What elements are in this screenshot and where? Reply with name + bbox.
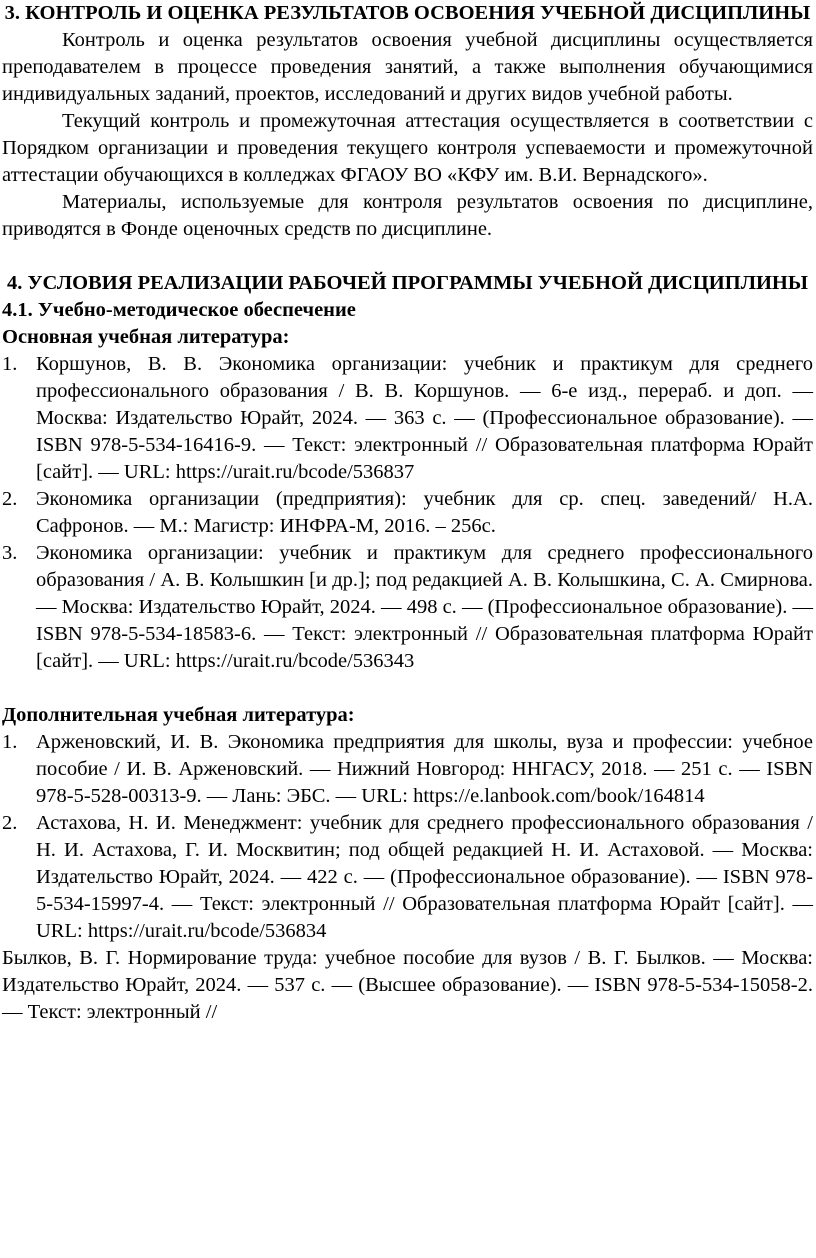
list-item-number: 1. <box>2 353 18 375</box>
list-item-number: 1. <box>2 731 18 753</box>
section-3-heading: 3. КОНТРОЛЬ И ОЦЕНКА РЕЗУЛЬТАТОВ ОСВОЕНИЯ УЧЕБНОЙ ДИСЦИПЛИНЫ <box>4 2 811 24</box>
list-item-number: 3. <box>2 542 18 564</box>
list-item <box>2 729 813 810</box>
list-item-number: 2. <box>2 488 18 510</box>
list-item-text: Астахова, Н. И. Менеджмент: учебник для среднего профессионального образования / Н. И. Астахова, Г. И. Москвитин; под общей редакцией Н. И. Астаховой. — Москва: Издательство Юрайт, 2024. — 422 с. — (Профессиональное образование). — ISBN 978-5-534-15997-4. — Текст: электронный // Образовательная платформа Юрайт [сайт]. — URL: <box>36 812 813 942</box>
extra-literature-title: Дополнительная учебная литература: <box>2 704 355 726</box>
list-item-text: Экономика организации (предприятия): учебник для ср. спец. заведений/ Н.А. Сафронов. — М.: Магистр: ИНФРА-М, 2016. – 256с. <box>36 488 813 537</box>
section-3-paragraph: Контроль и оценка результатов освоения учебной дисциплины осуществляется преподавателем в процессе проведения занятий, а также выполнения обучающимися индивидуальных заданий, проектов, исследований и других видов учебной работы. <box>2 29 813 105</box>
section-3-paragraph: Текущий контроль и промежуточная аттестация осуществляется в соответствии с Порядком организации и проведения текущего контроля успеваемости и промежуточной аттестации обучающихся в колледжах ФГАОУ ВО «КФУ им. В.И. Вернадского». <box>2 110 813 186</box>
list-item-text: Коршунов, В. В. Экономика организации: учебник и практикум для среднего профессионального образования / В. В. Коршунов. — 6-е изд., перераб. и доп. — Москва: Издательство Юрайт, 2024. — 363 с. — (Профессиональное образование). — ISBN 978-5-534-16416-9. — Текст: электронный // Образовательная платформа Юрайт [сайт]. — URL: <box>36 353 813 483</box>
list-item-link[interactable]: https://urait.ru/bcode/536343 <box>175 650 415 672</box>
list-item-text: Экономика организации: учебник и практикум для среднего профессионального образования / А. В. Колышкин [и др.]; под редакцией А. В. Колышкина, С. А. Смирнова. — Москва: Издательство Юрайт, 2024. — 498 с. — (Профессиональное образование). — ISBN 978-5-534-18583-6. — Текст: электронный // Образовательная платформа Юрайт [сайт]. — URL: <box>36 542 813 672</box>
section-3-paragraph: Материалы, используемые для контроля результатов освоения по дисциплине, приводятся в Фонде оценочных средств по дисциплине. <box>2 191 813 240</box>
list-item <box>2 351 813 486</box>
trailing-reference: Былков, В. Г. Нормирование труда: учебное пособие для вузов / В. Г. Былков. — Москва: Издательство Юрайт, 2024. — 537 с. — (Высшее образование). — ISBN 978-5-534-15058-2. — Текст: электронный // <box>2 947 813 1023</box>
subsection-heading: 4.1. Учебно-методическое обеспечение <box>2 299 356 321</box>
spacer <box>2 243 813 270</box>
list-item <box>2 486 813 540</box>
main-literature-list <box>2 351 813 675</box>
list-item-link[interactable]: https://urait.ru/bcode/536834 <box>87 920 327 942</box>
main-literature-title: Основная учебная литература: <box>2 326 290 348</box>
section-4-heading: 4. УСЛОВИЯ РЕАЛИЗАЦИИ РАБОЧЕЙ ПРОГРАММЫ УЧЕБНОЙ ДИСЦИПЛИНЫ <box>6 272 808 294</box>
list-item-link[interactable]: https://e.lanbook.com/book/164814 <box>413 785 705 807</box>
list-item <box>2 540 813 675</box>
spacer <box>2 675 813 702</box>
list-item <box>2 810 813 945</box>
list-item-number: 2. <box>2 812 18 834</box>
list-item-text: Арженовский, И. В. Экономика предприятия для школы, вуза и профессии: учебное пособие / И. В. Арженовский. — Нижний Новгород: ННГАСУ, 2018. — 251 с. — ISBN 978-5-528-00313-9. — Лань: ЭБС. — URL: <box>36 731 813 807</box>
list-item-link[interactable]: https://urait.ru/bcode/536837 <box>175 461 415 483</box>
extra-literature-list <box>2 729 813 945</box>
